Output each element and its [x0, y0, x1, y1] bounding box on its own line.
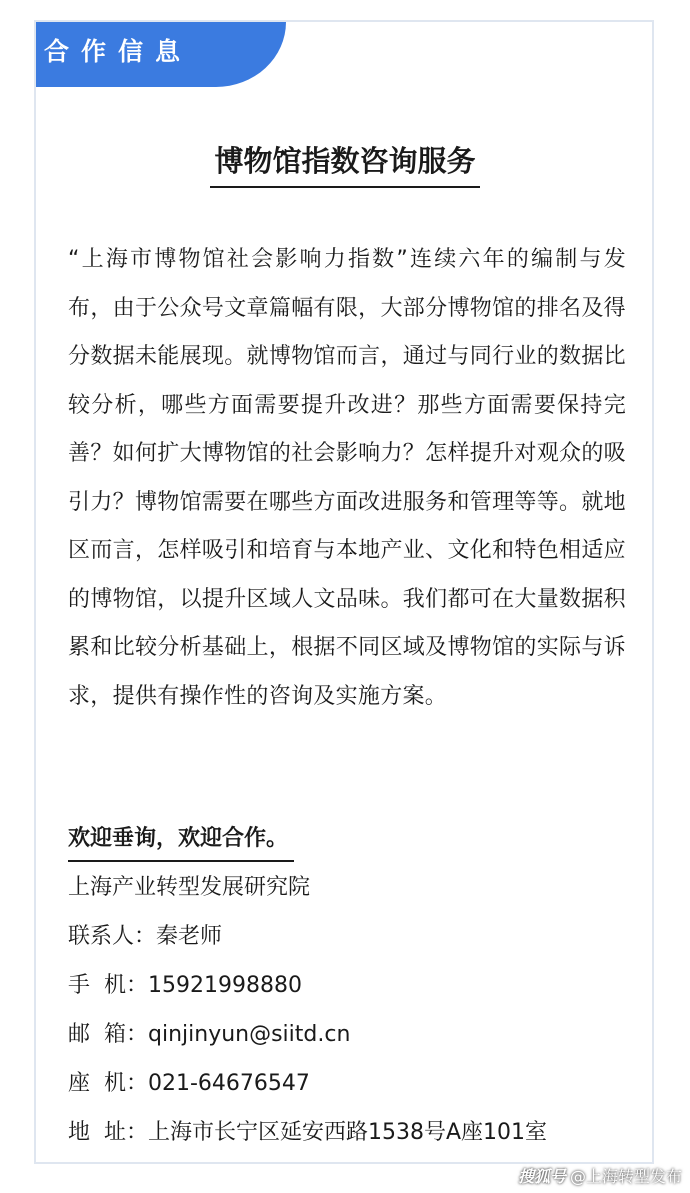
contact-address: [68, 1118, 547, 1148]
address-label: 地 址：: [68, 1120, 148, 1145]
contact-org: [68, 873, 310, 903]
contact-email: [68, 1020, 350, 1050]
org-name: 上海产业转型发展研究院: [68, 875, 311, 900]
phone-label: 座 机：: [68, 1071, 148, 1096]
email-label: 邮 箱：: [68, 1022, 148, 1047]
watermark-text: @上海转型发布: [569, 1167, 682, 1186]
section-tab: 合作信息: [36, 22, 286, 87]
body-paragraph: “上海市博物馆社会影响力指数”连续六年的编制与发布，由于公众号文章篇幅有限，大部分博物馆的排名及得分数据未能展现。就博物馆而言，通过与同行业的数据比较分析，哪些方面需要提升改进？那些方面需要保持完善？如何扩大博物馆的社会影响力？怎样提升对观众的吸引力？博物馆需要在哪些方面改进服务和管理等等。就地区而言，怎样吸引和培育与本地产业、文化和特色相适应的博物馆，以提升区域人文品味。我们都可在大量数据积累和比较分析基础上，根据不同区域及博物馆的实际与诉求，提供有操作性的咨询及实施方案。: [68, 247, 626, 709]
welcome-text: 欢迎垂询，欢迎合作。: [68, 822, 294, 862]
email-value[interactable]: qinjinyun@siitd.cn: [148, 1022, 351, 1047]
mobile-value: 15921998880: [148, 973, 302, 998]
sohu-logo: 搜狐号: [517, 1167, 566, 1186]
person-value: 秦老师: [156, 924, 223, 949]
phone-value: 021-64676547: [148, 1071, 310, 1096]
address-value: 上海市长宁区延安西路1538号A座101室: [148, 1120, 548, 1145]
person-label: 联系人：: [68, 924, 157, 949]
mobile-label: 手 机：: [68, 973, 148, 998]
title-wrap: [0, 142, 690, 188]
contact-mobile: [68, 971, 302, 1001]
contact-phone: [68, 1069, 310, 1099]
contact-person: [68, 922, 222, 952]
watermark: [518, 1164, 682, 1187]
page-title: 博物馆指数咨询服务: [210, 142, 479, 188]
